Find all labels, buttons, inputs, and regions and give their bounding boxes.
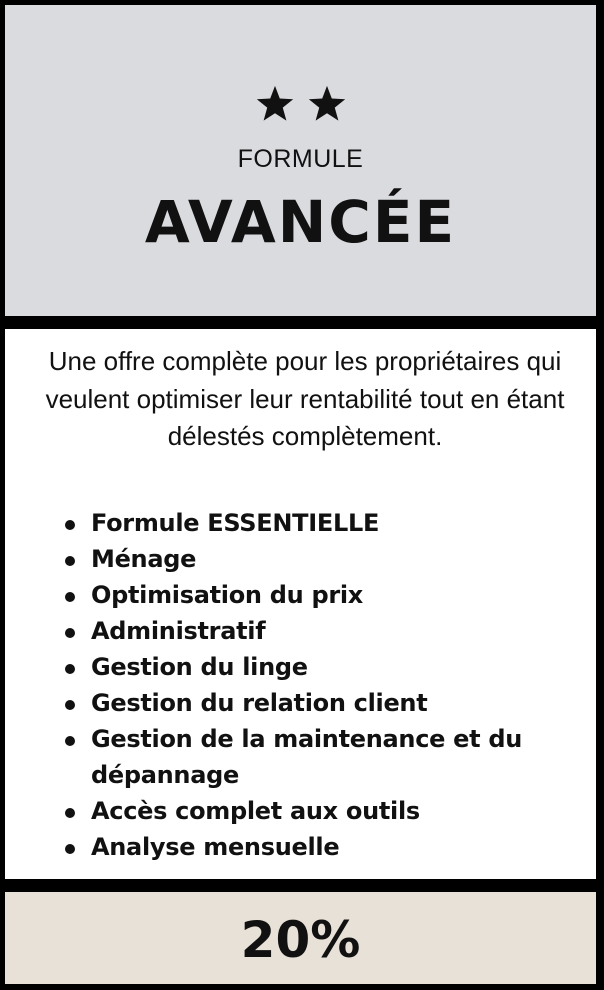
price-value: 20% <box>240 911 361 969</box>
star-icon <box>255 85 295 123</box>
feature-item: Gestion du relation client <box>63 685 583 721</box>
feature-item: Formule ESSENTIELLE <box>63 505 583 541</box>
feature-item: Optimisation du prix <box>63 577 583 613</box>
plan-subtitle: FORMULE <box>237 145 364 173</box>
card-body <box>5 329 596 879</box>
card-header <box>5 5 596 316</box>
star-icon <box>307 85 347 123</box>
feature-item: Analyse mensuelle <box>63 829 583 865</box>
feature-item: Gestion de la maintenance et du dépannage <box>63 721 583 793</box>
feature-item: Gestion du linge <box>63 649 583 685</box>
feature-item: Ménage <box>63 541 583 577</box>
plan-title: AVANCÉE <box>144 188 457 256</box>
rating-stars <box>5 85 596 123</box>
feature-item: Administratif <box>63 613 583 649</box>
card-footer <box>5 892 596 984</box>
feature-item: Accès complet aux outils <box>63 793 583 829</box>
feature-list <box>63 505 583 865</box>
plan-description: Une offre complète pour les propriétaires qui veulent optimiser leur rentabilité tout en étant délestés complètement. <box>45 346 565 451</box>
